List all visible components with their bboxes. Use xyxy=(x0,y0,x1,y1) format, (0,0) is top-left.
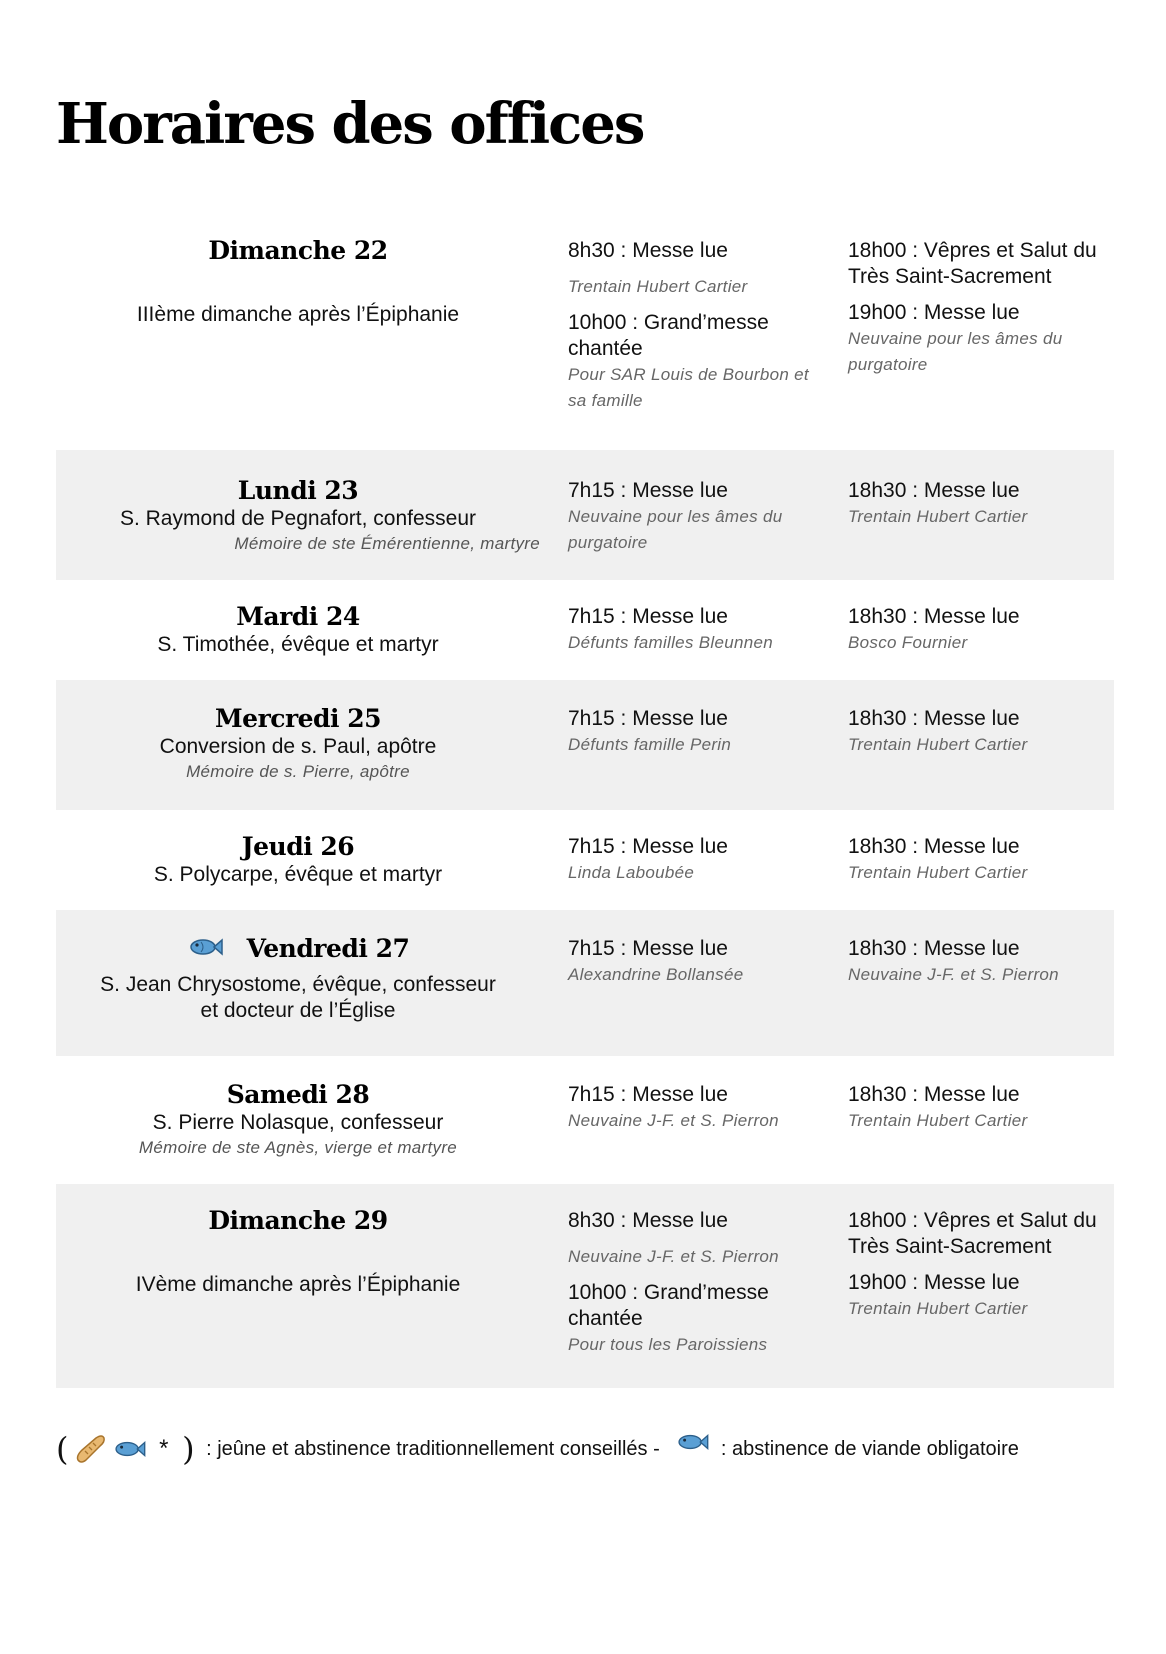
mass-intention: Neuvaine J-F. et S. Pierron xyxy=(848,965,1059,984)
mass-intention: Trentain Hubert Cartier xyxy=(848,735,1028,754)
fish-icon xyxy=(187,934,223,960)
feast-name: S. Raymond de Pegnafort, confesseur xyxy=(119,507,477,530)
day-row-mercredi-25 xyxy=(56,680,1114,810)
mass-time: 8h30 : Messe lue xyxy=(568,1209,728,1232)
mass-time: 7h15 : Messe lue xyxy=(568,605,728,628)
mass-time: 8h30 : Messe lue xyxy=(568,239,728,262)
feast-name: S. Pierre Nolasque, confesseur xyxy=(152,1111,444,1134)
mass-intention: Trentain Hubert Cartier xyxy=(568,277,748,296)
mass-intention: Trentain Hubert Cartier xyxy=(848,507,1028,526)
mass-intention: Pour SAR Louis de Bourbon et sa famille xyxy=(568,365,809,410)
day-name: Lundi 23 xyxy=(237,476,359,505)
day-name: Mercredi 25 xyxy=(214,704,382,733)
mass-time: 18h30 : Messe lue xyxy=(848,707,1020,730)
day-name: Dimanche 22 xyxy=(208,236,388,265)
day-row-mardi-24 xyxy=(56,580,1114,680)
mass-time: 7h15 : Messe lue xyxy=(568,1083,728,1106)
mass-time: 7h15 : Messe lue xyxy=(568,707,728,730)
feast-name: S. Polycarpe, évêque et martyr xyxy=(153,863,443,886)
mass-time: 7h15 : Messe lue xyxy=(568,937,728,960)
mass-time: 18h30 : Messe lue xyxy=(848,605,1020,628)
legend-fasting-text: : jeûne et abstinence traditionnellement conseillés - xyxy=(206,1437,660,1460)
mass-intention: Neuvaine pour les âmes du purgatoire xyxy=(848,329,1063,374)
day-name: Dimanche 29 xyxy=(208,1206,388,1235)
mass-intention: Alexandrine Bollansée xyxy=(568,965,744,984)
memorial-note: Mémoire de ste Agnès, vierge et martyre xyxy=(138,1138,458,1157)
day-row-lundi-23 xyxy=(56,450,1114,580)
mass-intention: Pour tous les Paroissiens xyxy=(568,1335,768,1354)
memorial-note: Mémoire de ste Émérentienne, martyre xyxy=(234,534,540,553)
day-row-dimanche-29 xyxy=(56,1184,1114,1388)
legend xyxy=(56,1430,1019,1468)
mass-intention: Trentain Hubert Cartier xyxy=(848,1299,1028,1318)
mass-time: 18h30 : Messe lue xyxy=(848,1083,1020,1106)
day-name: Mardi 24 xyxy=(236,602,360,631)
fish-icon xyxy=(112,1437,146,1461)
page-title: Horaires des offices xyxy=(56,91,644,157)
day-row-dimanche-22 xyxy=(56,234,1114,450)
feast-name: S. Jean Chrysostome, évêque, confesseur xyxy=(100,973,496,996)
day-row-jeudi-26 xyxy=(56,810,1114,910)
feast-name-line2: et docteur de l’Église xyxy=(200,999,396,1022)
mass-time: 18h30 : Messe lue xyxy=(848,937,1020,960)
vespers-time: 18h00 : Vêpres et Salut du Très Saint-Sacrement xyxy=(848,1209,1097,1258)
memorial-note: Mémoire de s. Pierre, apôtre xyxy=(186,762,410,781)
fish-icon xyxy=(675,1430,709,1454)
mass-intention: Trentain Hubert Cartier xyxy=(848,863,1028,882)
mass-intention: Neuvaine pour les âmes du purgatoire xyxy=(568,507,783,552)
schedule-table xyxy=(56,234,1114,1388)
day-name: Samedi 28 xyxy=(226,1080,370,1109)
mass-time: 19h00 : Messe lue xyxy=(848,1271,1020,1294)
day-name-row xyxy=(56,934,540,964)
mass-intention: Défunts familles Bleunnen xyxy=(568,633,774,652)
day-name: Jeudi 26 xyxy=(241,832,355,861)
mass-intention: Trentain Hubert Cartier xyxy=(848,1111,1028,1130)
mass-time: 19h00 : Messe lue xyxy=(848,301,1020,324)
asterisk-symbol: * xyxy=(159,1435,169,1462)
mass-intention: Neuvaine J-F. et S. Pierron xyxy=(568,1111,779,1130)
mass-time: 18h30 : Messe lue xyxy=(848,479,1020,502)
mass-time: 7h15 : Messe lue xyxy=(568,479,728,502)
mass-time: 18h30 : Messe lue xyxy=(848,835,1020,858)
day-row-samedi-28 xyxy=(56,1056,1114,1184)
mass-intention: Défunts famille Perin xyxy=(568,735,732,754)
feast-name: S. Timothée, évêque et martyr xyxy=(157,633,439,656)
legend-close-paren: ) xyxy=(182,1430,195,1468)
mass-intention: Neuvaine J-F. et S. Pierron xyxy=(568,1247,779,1266)
day-name: Vendredi 27 xyxy=(246,934,410,963)
feast-name: Conversion de s. Paul, apôtre xyxy=(159,735,437,758)
feast-name: IVème dimanche après l’Épiphanie xyxy=(135,1273,461,1296)
mass-intention: Bosco Fournier xyxy=(848,633,968,652)
day-row-vendredi-27 xyxy=(56,910,1114,1056)
mass-intention: Linda Laboubée xyxy=(568,863,695,882)
vespers-time: 18h00 : Vêpres et Salut du Très Saint-Sacrement xyxy=(848,239,1097,288)
legend-abstinence-text: : abstinence de viande obligatoire xyxy=(720,1437,1019,1460)
mass-time: 10h00 : Grand’messe chantée xyxy=(568,1281,769,1330)
bread-icon xyxy=(74,1434,106,1464)
mass-time: 7h15 : Messe lue xyxy=(568,835,728,858)
feast-name: IIIème dimanche après l’Épiphanie xyxy=(136,303,460,326)
mass-time: 10h00 : Grand’messe chantée xyxy=(568,311,769,360)
legend-open-paren: ( xyxy=(56,1430,69,1468)
